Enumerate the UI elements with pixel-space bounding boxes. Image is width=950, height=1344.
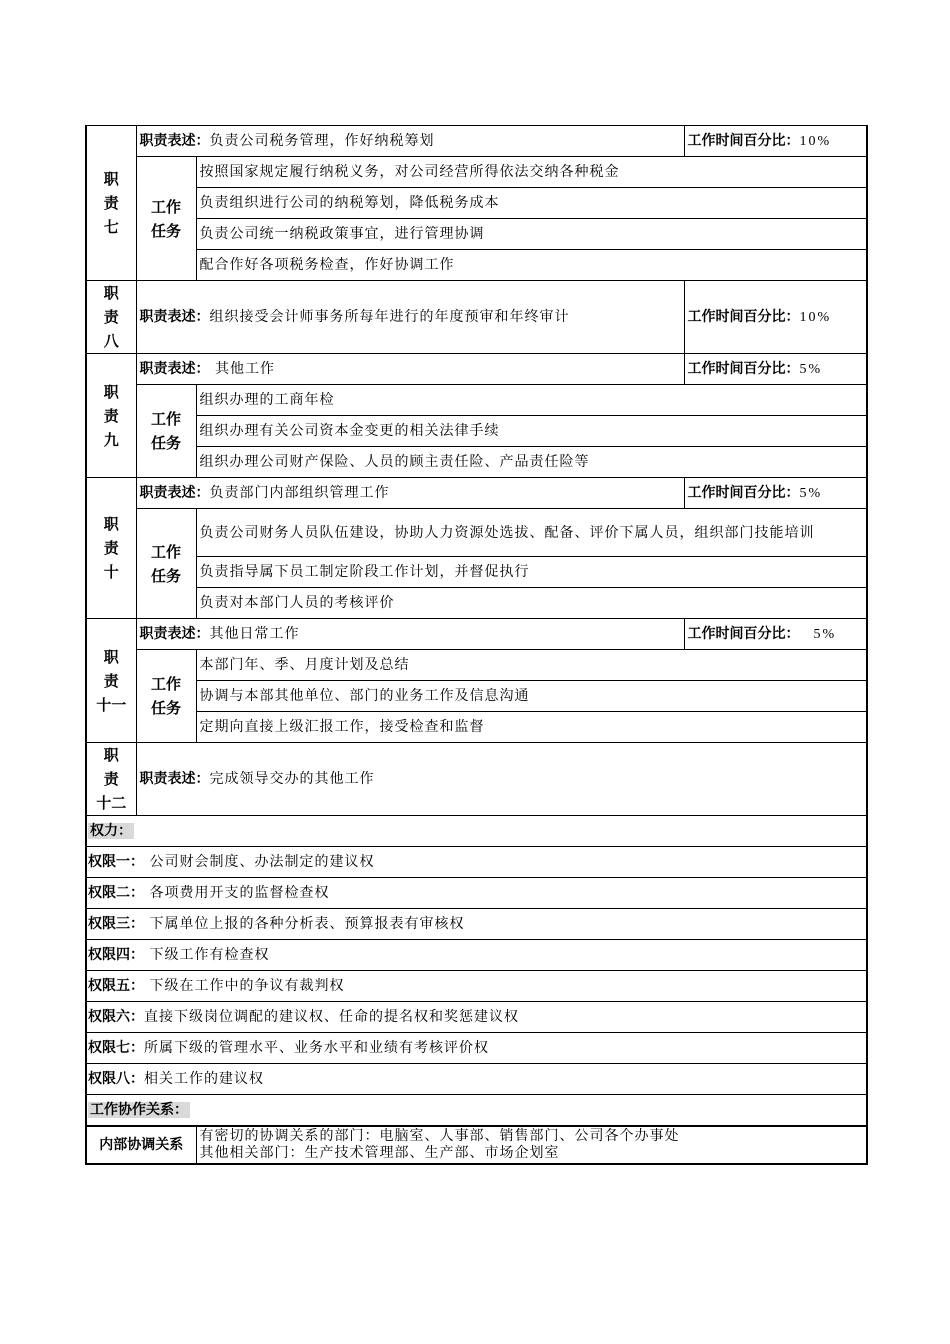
task-item: 负责组织进行公司的纳税筹划，降低税务成本 (196, 188, 867, 219)
cooperation-section-title: 工作协作关系： (86, 1095, 867, 1127)
duty-description: 职责表述：组织接受会计师事务所每年进行的年度预审和年终审计 (136, 281, 684, 354)
power-item: 权限七：所属下级的管理水平、业务水平和业绩有考核评价权 (86, 1033, 867, 1064)
task-item: 本部门年、季、月度计划及总结 (196, 650, 867, 681)
duty-label: 职 责 八 (86, 281, 136, 354)
task-label: 工作 任务 (136, 385, 196, 478)
power-item: 权限二： 各项费用开支的监督检查权 (86, 878, 867, 909)
task-item: 负责公司财务人员队伍建设，协助人力资源处选拔、配备、评价下属人员，组织部门技能培训 (196, 509, 867, 557)
time-percentage: 工作时间百分比：10% (684, 126, 867, 157)
task-item: 组织办理的工商年检 (196, 385, 867, 416)
job-description-document (85, 125, 866, 1165)
power-item: 权限四： 下级工作有检查权 (86, 940, 867, 971)
task-item: 负责公司统一纳税政策事宜，进行管理协调 (196, 219, 867, 250)
task-item: 负责对本部门人员的考核评价 (196, 588, 867, 619)
task-item: 组织办理有关公司资本金变更的相关法律手续 (196, 416, 867, 447)
power-item: 权限五： 下级在工作中的争议有裁判权 (86, 971, 867, 1002)
internal-coordination-content (196, 1126, 867, 1164)
power-item: 权限六：直接下级岗位调配的建议权、任命的提名权和奖惩建议权 (86, 1002, 867, 1033)
task-item: 负责指导属下员工制定阶段工作计划，并督促执行 (196, 557, 867, 588)
duty-description: 职责表述：其他日常工作 (136, 619, 684, 650)
duty-label: 职 责 十二 (86, 743, 136, 816)
duty-description: 职责表述：负责公司税务管理，作好纳税筹划 (136, 126, 684, 157)
power-section-title: 权力： (86, 816, 867, 847)
time-percentage: 工作时间百分比：10% (684, 281, 867, 354)
power-item: 权限一： 公司财会制度、办法制定的建议权 (86, 847, 867, 878)
task-label: 工作 任务 (136, 509, 196, 619)
power-item: 权限八：相关工作的建议权 (86, 1064, 867, 1095)
duty-description: 职责表述：负责部门内部组织管理工作 (136, 478, 684, 509)
task-item: 组织办理公司财产保险、人员的顾主责任险、产品责任险等 (196, 447, 867, 478)
coordination-line: 有密切的协调关系的部门：电脑室、人事部、销售部门、公司各个办事处 (199, 1128, 680, 1144)
duty-label: 职 责 十一 (86, 619, 136, 743)
duty-label: 职 责 九 (86, 354, 136, 478)
internal-coordination-label: 内部协调关系 (86, 1126, 196, 1164)
power-item: 权限三： 下属单位上报的各种分析表、预算报表有审核权 (86, 909, 867, 940)
task-item: 定期向直接上级汇报工作，接受检查和监督 (196, 712, 867, 743)
duties-table (85, 125, 868, 1165)
duty-description: 职责表述：完成领导交办的其他工作 (136, 743, 867, 816)
time-percentage: 工作时间百分比：5% (684, 478, 867, 509)
task-label: 工作 任务 (136, 157, 196, 281)
time-percentage: 工作时间百分比：5% (684, 354, 867, 385)
task-item: 协调与本部其他单位、部门的业务工作及信息沟通 (196, 681, 867, 712)
task-item: 配合作好各项税务检查，作好协调工作 (196, 250, 867, 281)
task-label: 工作 任务 (136, 650, 196, 743)
task-item: 按照国家规定履行纳税义务，对公司经营所得依法交纳各种税金 (196, 157, 867, 188)
duty-label: 职 责 七 (86, 126, 136, 281)
duty-label: 职 责 十 (86, 478, 136, 619)
duty-description: 职责表述： 其他工作 (136, 354, 684, 385)
time-percentage: 工作时间百分比： 5% (684, 619, 867, 650)
coordination-line: 其他相关部门：生产技术管理部、生产部、市场企划室 (199, 1145, 560, 1161)
